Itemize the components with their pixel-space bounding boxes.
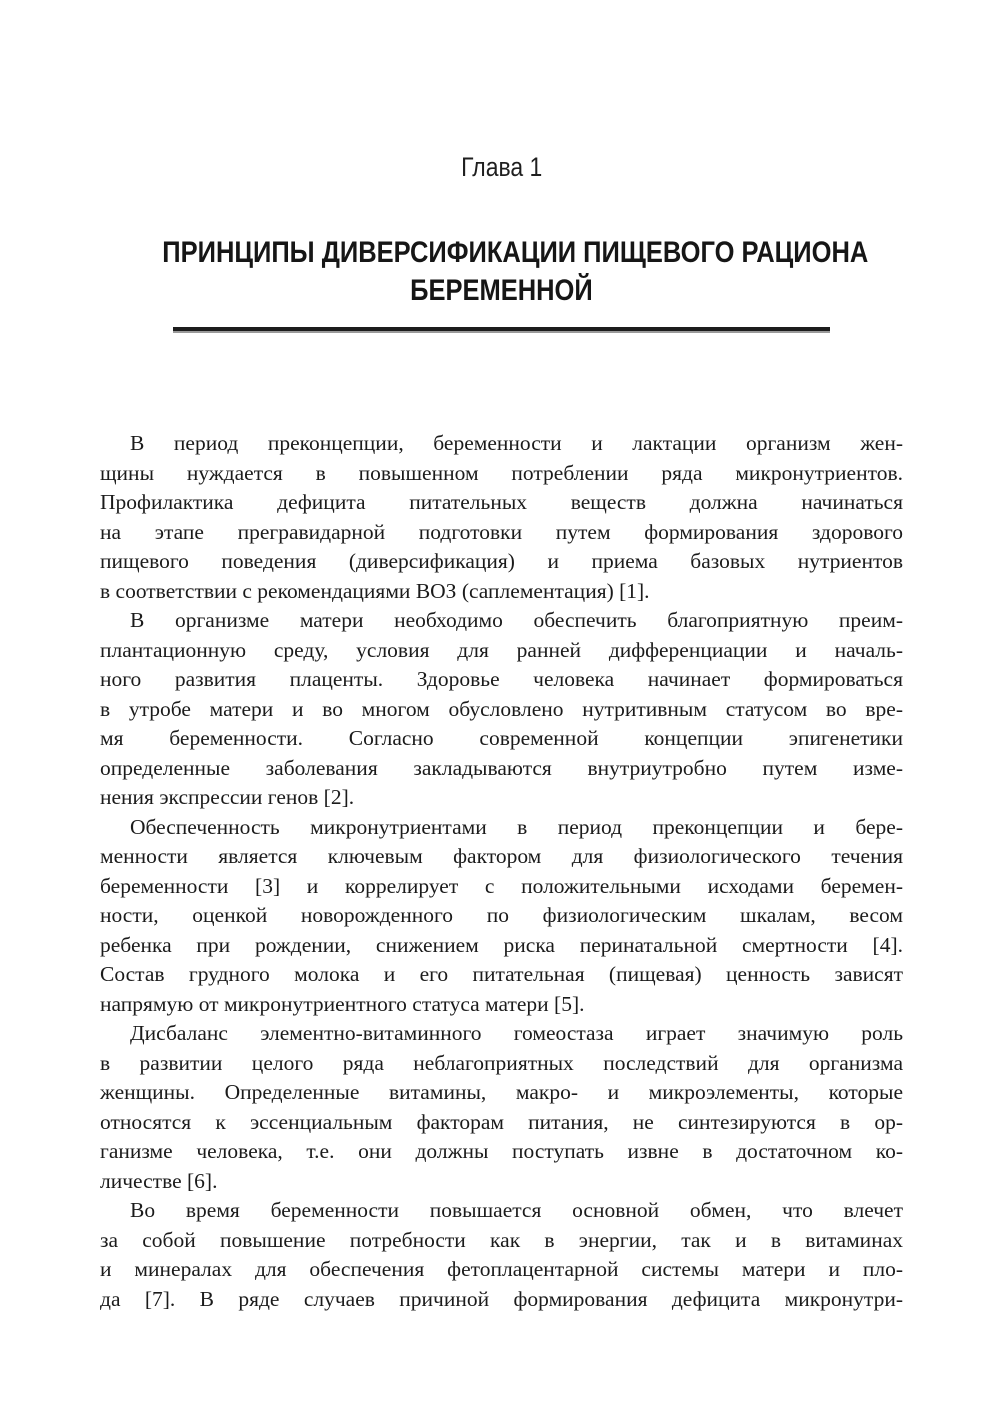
text-line: Во время беременности повышается основной обмен, что влечет bbox=[130, 1198, 903, 1222]
text-line: за собой повышение потребности как в энергии, так и в витаминах bbox=[100, 1227, 903, 1252]
text-line: плантационную среду, условия для ранней дифференциации и началь- bbox=[100, 637, 903, 662]
text-line: относятся к эссенциальным факторам питания, не синтезируются в ор- bbox=[100, 1109, 903, 1134]
text-line: в утробе матери и во многом обусловлено нутритивным статусом во вре- bbox=[100, 696, 903, 721]
paragraph bbox=[100, 813, 903, 1020]
text-line: ребенка при рождении, снижением риска перинатальной смертности [4]. bbox=[100, 932, 903, 957]
text-line: женщины. Определенные витамины, макро- и микроэлементы, которые bbox=[100, 1080, 903, 1104]
text-line: да [7]. В ряде случаев причиной формирования дефицита микронутри- bbox=[100, 1286, 903, 1311]
body-text bbox=[100, 429, 903, 1314]
text-line: Профилактика дефицита питательных веществ должна начинаться bbox=[100, 490, 903, 514]
title-divider bbox=[173, 327, 830, 333]
chapter-label bbox=[100, 151, 903, 183]
text-line: ного развития плаценты. Здоровье человека начинает формироваться bbox=[100, 667, 903, 691]
paragraph bbox=[100, 1019, 903, 1196]
paragraph bbox=[100, 606, 903, 813]
text-line: и минералах для обеспечения фетоплацентарной системы матери и пло- bbox=[100, 1257, 903, 1281]
chapter-title-line1: ПРИНЦИПЫ ДИВЕРСИФИКАЦИИ ПИЩЕВОГО РАЦИОНА bbox=[162, 236, 869, 269]
text-line: на этапе прегравидарной подготовки путем формирования здорового bbox=[100, 519, 903, 544]
text-line: Состав грудного молока и его питательная (пищевая) ценность зависят bbox=[100, 962, 903, 986]
paragraph bbox=[100, 429, 903, 606]
text-line: ганизме человека, т.е. они должны поступать извне в достаточном ко- bbox=[100, 1139, 903, 1163]
text-line: менности является ключевым фактором для физиологического течения bbox=[100, 844, 903, 868]
text-line: нения экспрессии генов [2]. bbox=[100, 785, 355, 809]
text-line: Обеспеченность микронутриентами в период преконцепции и бере- bbox=[130, 814, 903, 839]
text-line: личестве [6]. bbox=[100, 1168, 218, 1193]
text-line: щины нуждается в повышенном потреблении ряда микронутриентов. bbox=[100, 460, 903, 485]
text-line: Дисбаланс элементно-витаминного гомеостаза играет значимую роль bbox=[130, 1021, 903, 1045]
chapter-title bbox=[100, 234, 903, 310]
text-line: В организме матери необходимо обеспечить благоприятную преим- bbox=[130, 608, 903, 632]
text-line: беременности [3] и коррелирует с положительными исходами беремен- bbox=[100, 873, 903, 898]
title-divider-wrap bbox=[100, 327, 903, 333]
text-line: в развитии целого ряда неблагоприятных последствий для организма bbox=[100, 1050, 903, 1075]
text-line: пищевого поведения (диверсификация) и приема базовых нутриентов bbox=[100, 549, 903, 573]
chapter-label-text: Глава 1 bbox=[460, 152, 543, 182]
text-line: В период преконцепции, беременности и лактации организм жен- bbox=[130, 431, 903, 455]
text-line: определенные заболевания закладываются внутриутробно путем изме- bbox=[100, 755, 903, 780]
text-line: напрямую от микронутриентного статуса матери [5]. bbox=[100, 991, 585, 1016]
text-line: ности, оценкой новорожденного по физиологическим шкалам, весом bbox=[100, 903, 903, 927]
paragraph bbox=[100, 1196, 903, 1314]
text-line: в соответствии с рекомендациями ВОЗ (саплементация) [1]. bbox=[100, 578, 650, 603]
chapter-title-line2: БЕРЕМЕННОЙ bbox=[410, 274, 593, 307]
text-line: мя беременности. Согласно современной концепции эпигенетики bbox=[100, 726, 903, 750]
